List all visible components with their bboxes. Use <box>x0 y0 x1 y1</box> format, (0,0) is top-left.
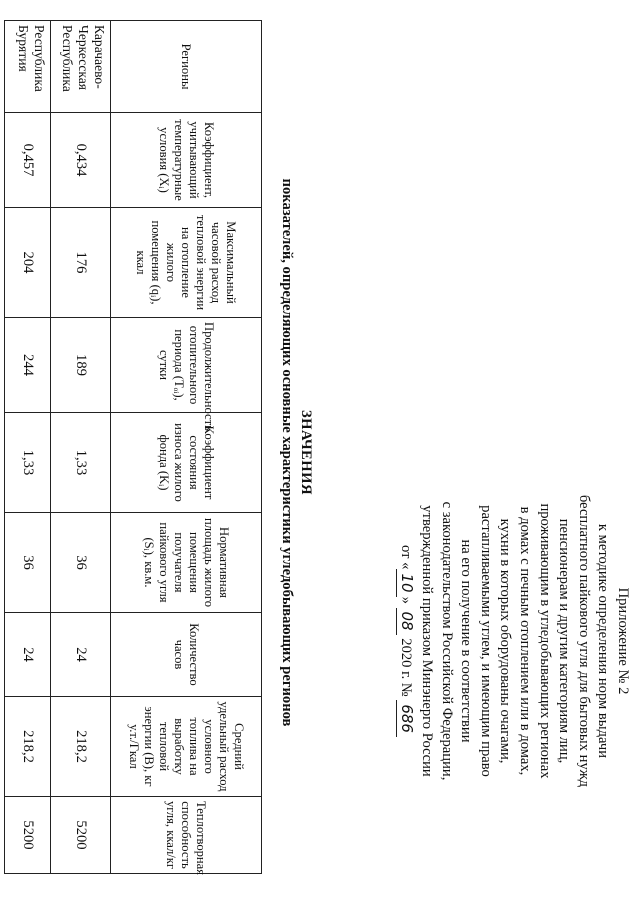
header-cell: Средний удельный расход условного топлива на выработку тепловой энергии (B), кг у.т./Гкал <box>111 697 262 797</box>
table-row <box>5 21 51 874</box>
table-header-row <box>111 21 262 874</box>
indicators-table <box>4 20 262 874</box>
header-cell: Коэффициент состояния износа жилого фонда (Kᵢ) <box>111 413 262 513</box>
table-cell: 5200 <box>5 797 51 874</box>
appendix-line: растапливаемыми углем, и имеющим право <box>477 505 494 777</box>
table-cell: 176 <box>51 208 111 318</box>
document-title: ЗНАЧЕНИЯ <box>298 409 314 496</box>
appendix-header <box>396 391 632 891</box>
table-cell: 1,33 <box>5 413 51 513</box>
table-cell: 5200 <box>51 797 111 874</box>
table-cell: 189 <box>51 318 111 413</box>
table-cell: 36 <box>51 513 111 613</box>
year-text: 2020 г. № <box>398 638 415 697</box>
header-cell: Продолжительность отопительного периода (Tₒᵢ), сутки <box>111 318 262 413</box>
table-cell: 204 <box>5 208 51 318</box>
region-cell: Карачаево-Черкесская Республика <box>51 21 111 113</box>
document-subtitle: показателей, определяющих основные характеристики угледобывающих регионов <box>279 178 295 727</box>
table-row <box>51 21 111 874</box>
appendix-line: пенсионерам и другим категориям лиц, <box>556 518 573 764</box>
header-cell: Нормативная площадь жилого помещения получателя пайкового угля (Sᵢ), кв.м. <box>111 513 262 613</box>
appendix-line: к методике определения норм выдачи <box>595 523 612 759</box>
handwritten-number: 686 <box>396 700 417 737</box>
handwritten-day: 10 <box>396 569 417 596</box>
appendix-line: проживающим в угледобывающих регионах <box>536 503 553 779</box>
table-cell: 24 <box>5 613 51 697</box>
appendix-line: кухни в которых оборудованы очагами, <box>497 518 514 764</box>
approval-date-line <box>396 391 417 891</box>
table-cell: 24 <box>51 613 111 697</box>
header-cell: Регионы <box>111 21 262 113</box>
appendix-title: Приложение № 2 <box>615 587 631 695</box>
header-cell: Теплотворная способность угля, ккал/кг <box>111 797 262 874</box>
handwritten-month: 08 <box>396 608 417 635</box>
date-prefix: от « <box>398 545 415 570</box>
table-cell: 218,2 <box>5 697 51 797</box>
table-cell: 0,457 <box>5 113 51 208</box>
appendix-line: на его получение в соответствии <box>458 539 475 743</box>
table-cell: 36 <box>5 513 51 613</box>
table-cell: 0,434 <box>51 113 111 208</box>
region-cell: Республика Бурятия <box>5 21 51 113</box>
header-cell: Коэффициент, учитывающий температурные условия (Хᵢ) <box>111 113 262 208</box>
header-cell: Максимальный часовой расход тепловой энергии на отопление жилого помещения (qᵢ), ккал <box>111 208 262 318</box>
table-cell: 1,33 <box>51 413 111 513</box>
appendix-line: в домах с печным отоплением или в домах, <box>517 506 534 776</box>
appendix-line: с законодательством Российской Федерации, <box>438 501 455 781</box>
appendix-line: бесплатного пайкового угля для бытовых нужд <box>575 494 592 788</box>
table-cell: 218,2 <box>51 697 111 797</box>
header-cell: Количество часов <box>111 613 262 697</box>
date-mid: » <box>398 596 415 604</box>
appendix-line: утвержденной приказом Минэнерго России <box>419 505 436 777</box>
table-cell: 244 <box>5 318 51 413</box>
